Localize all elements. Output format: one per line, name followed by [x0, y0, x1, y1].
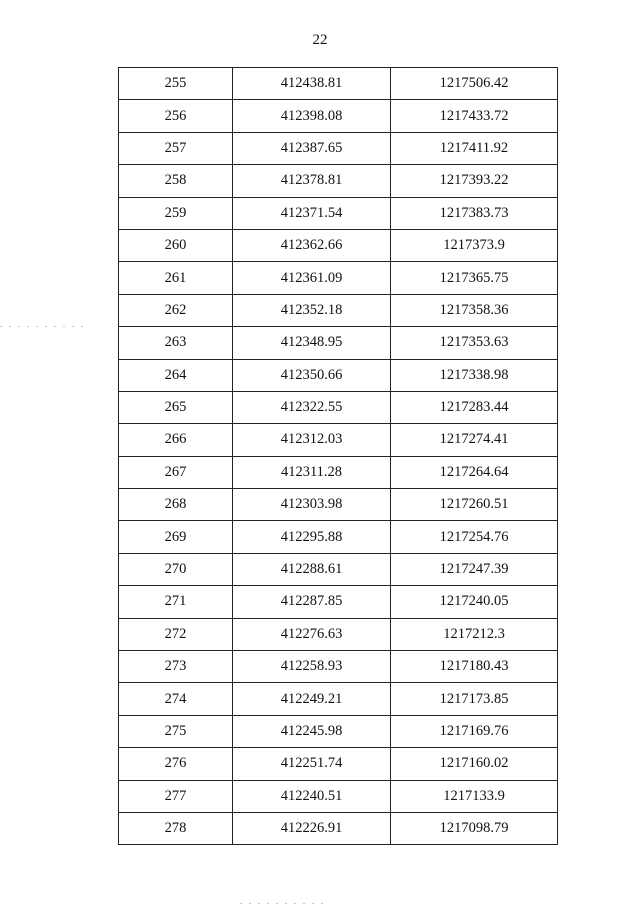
y-coordinate-cell: 1217411.92	[391, 132, 558, 164]
table-row	[119, 294, 558, 326]
table-row	[119, 489, 558, 521]
x-coordinate-cell: 412249.21	[233, 683, 391, 715]
x-coordinate-cell: 412276.63	[233, 618, 391, 650]
y-coordinate-cell: 1217173.85	[391, 683, 558, 715]
coordinate-table	[118, 67, 558, 845]
table-row	[119, 553, 558, 585]
x-coordinate-cell: 412312.03	[233, 424, 391, 456]
point-number-cell: 257	[119, 132, 233, 164]
x-coordinate-cell: 412362.66	[233, 229, 391, 261]
point-number-cell: 275	[119, 715, 233, 747]
point-number-cell: 270	[119, 553, 233, 585]
y-coordinate-cell: 1217373.9	[391, 229, 558, 261]
point-number-cell: 258	[119, 165, 233, 197]
scan-artifact-line	[0, 326, 90, 327]
table-row	[119, 327, 558, 359]
x-coordinate-cell: 412258.93	[233, 651, 391, 683]
point-number-cell: 265	[119, 391, 233, 423]
table-row	[119, 68, 558, 100]
table-row	[119, 197, 558, 229]
table-row	[119, 359, 558, 391]
point-number-cell: 276	[119, 748, 233, 780]
y-coordinate-cell: 1217240.05	[391, 586, 558, 618]
x-coordinate-cell: 412287.85	[233, 586, 391, 618]
point-number-cell: 268	[119, 489, 233, 521]
point-number-cell: 266	[119, 424, 233, 456]
y-coordinate-cell: 1217393.22	[391, 165, 558, 197]
y-coordinate-cell: 1217260.51	[391, 489, 558, 521]
y-coordinate-cell: 1217383.73	[391, 197, 558, 229]
x-coordinate-cell: 412295.88	[233, 521, 391, 553]
x-coordinate-cell: 412311.28	[233, 456, 391, 488]
x-coordinate-cell: 412387.65	[233, 132, 391, 164]
y-coordinate-cell: 1217433.72	[391, 100, 558, 132]
point-number-cell: 277	[119, 780, 233, 812]
x-coordinate-cell: 412438.81	[233, 68, 391, 100]
point-number-cell: 267	[119, 456, 233, 488]
x-coordinate-cell: 412348.95	[233, 327, 391, 359]
x-coordinate-cell: 412322.55	[233, 391, 391, 423]
table-row	[119, 424, 558, 456]
table-row	[119, 651, 558, 683]
x-coordinate-cell: 412288.61	[233, 553, 391, 585]
y-coordinate-cell: 1217365.75	[391, 262, 558, 294]
point-number-cell: 260	[119, 229, 233, 261]
y-coordinate-cell: 1217338.98	[391, 359, 558, 391]
x-coordinate-cell: 412226.91	[233, 812, 391, 844]
y-coordinate-cell: 1217133.9	[391, 780, 558, 812]
table-row	[119, 165, 558, 197]
table-row	[119, 100, 558, 132]
table-row	[119, 683, 558, 715]
table-row	[119, 748, 558, 780]
table-row	[119, 521, 558, 553]
point-number-cell: 263	[119, 327, 233, 359]
point-number-cell: 269	[119, 521, 233, 553]
page-number: 22	[312, 32, 328, 48]
x-coordinate-cell: 412352.18	[233, 294, 391, 326]
y-coordinate-cell: 1217254.76	[391, 521, 558, 553]
coordinate-table-body	[119, 68, 558, 845]
point-number-cell: 261	[119, 262, 233, 294]
point-number-cell: 278	[119, 812, 233, 844]
y-coordinate-cell: 1217283.44	[391, 391, 558, 423]
point-number-cell: 271	[119, 586, 233, 618]
point-number-cell: 259	[119, 197, 233, 229]
x-coordinate-cell: 412378.81	[233, 165, 391, 197]
y-coordinate-cell: 1217098.79	[391, 812, 558, 844]
table-row	[119, 586, 558, 618]
table-row	[119, 812, 558, 844]
y-coordinate-cell: 1217264.64	[391, 456, 558, 488]
y-coordinate-cell: 1217169.76	[391, 715, 558, 747]
x-coordinate-cell: 412371.54	[233, 197, 391, 229]
y-coordinate-cell: 1217212.3	[391, 618, 558, 650]
x-coordinate-cell: 412398.08	[233, 100, 391, 132]
table-row	[119, 618, 558, 650]
y-coordinate-cell: 1217180.43	[391, 651, 558, 683]
point-number-cell: 264	[119, 359, 233, 391]
point-number-cell: 272	[119, 618, 233, 650]
table-row	[119, 229, 558, 261]
x-coordinate-cell: 412245.98	[233, 715, 391, 747]
x-coordinate-cell: 412361.09	[233, 262, 391, 294]
point-number-cell: 255	[119, 68, 233, 100]
y-coordinate-cell: 1217353.63	[391, 327, 558, 359]
x-coordinate-cell: 412240.51	[233, 780, 391, 812]
point-number-cell: 262	[119, 294, 233, 326]
y-coordinate-cell: 1217247.39	[391, 553, 558, 585]
table-row	[119, 456, 558, 488]
table-row	[119, 262, 558, 294]
table-row	[119, 132, 558, 164]
x-coordinate-cell: 412350.66	[233, 359, 391, 391]
table-row	[119, 715, 558, 747]
y-coordinate-cell: 1217506.42	[391, 68, 558, 100]
point-number-cell: 273	[119, 651, 233, 683]
point-number-cell: 256	[119, 100, 233, 132]
scan-artifact-line	[240, 903, 330, 904]
x-coordinate-cell: 412251.74	[233, 748, 391, 780]
x-coordinate-cell: 412303.98	[233, 489, 391, 521]
y-coordinate-cell: 1217358.36	[391, 294, 558, 326]
y-coordinate-cell: 1217274.41	[391, 424, 558, 456]
y-coordinate-cell: 1217160.02	[391, 748, 558, 780]
point-number-cell: 274	[119, 683, 233, 715]
table-row	[119, 391, 558, 423]
table-row	[119, 780, 558, 812]
